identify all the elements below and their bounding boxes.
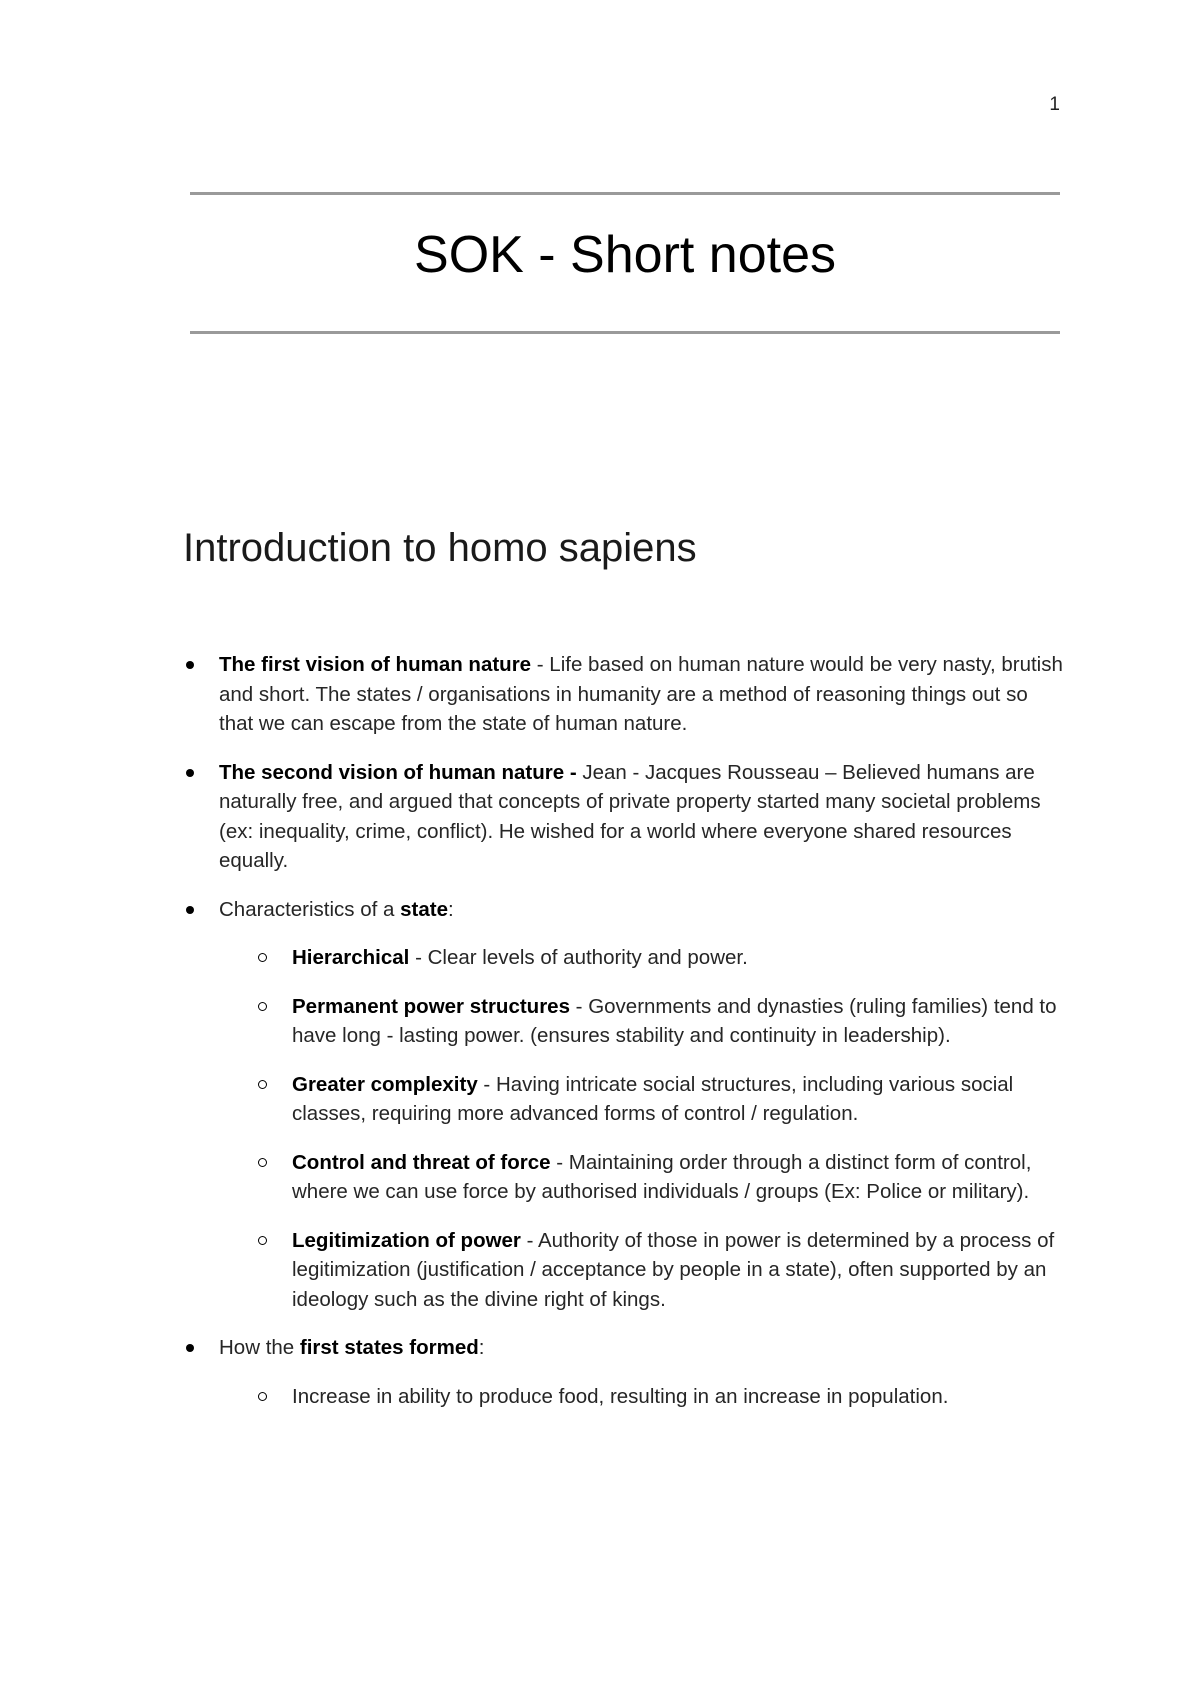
bullet-dot-icon: [186, 906, 194, 914]
notes-body: [183, 650, 1063, 1430]
sub-bullet-term: Hierarchical: [292, 946, 410, 969]
bullet-text: - Life based on human nature would be very nasty, brutish and short. The states / organisations in humanity are a method of reasoning things out so that we can escape from the state of human nature.: [219, 653, 1063, 735]
sub-bullet-circle-icon: [258, 1080, 267, 1089]
bullet-term: state: [400, 897, 449, 921]
sub-bullet-circle-icon: [258, 1236, 267, 1245]
sub-bullet-text: - Maintaining order through a distinct form of control, where we can use force by authorised individuals / groups (Ex: Police or military).: [292, 1150, 1032, 1203]
bullet-list: [183, 650, 1063, 1411]
bullet-text: How the: [219, 1336, 300, 1359]
section-heading: Introduction to homo sapiens: [183, 526, 697, 570]
sub-bullet-list: [219, 943, 1063, 1314]
sub-bullet-text: - Clear levels of authority and power.: [409, 946, 748, 969]
bullet-dot-icon: [186, 1344, 194, 1352]
bullet-term: first states formed: [299, 1336, 479, 1359]
page-number: 1: [1049, 94, 1060, 115]
title-top-rule: [190, 192, 1060, 195]
bullet-dot-icon: [186, 769, 194, 777]
document-title: SOK - Short notes: [414, 226, 836, 284]
bullet-dot-icon: [186, 661, 194, 669]
bullet-text: :: [478, 1336, 485, 1359]
sub-bullet-legitimization: [183, 1226, 1063, 1315]
sub-bullet-circle-icon: [258, 1392, 267, 1401]
bullet-first-states: [183, 1333, 1063, 1411]
bullet-term: The second vision of human nature -: [219, 760, 577, 784]
sub-bullet-permanent-power: [183, 992, 1063, 1051]
sub-bullet-text: - Authority of those in power is determined by a process of legitimization (justification / acceptance by people in a state), often supported by an ideology such as the divine right of kings.: [292, 1228, 1055, 1311]
sub-bullet-term: Control and threat of force: [292, 1150, 551, 1174]
sub-bullet-term: Legitimization of power: [292, 1228, 521, 1252]
bullet-first-vision: [183, 650, 1063, 739]
sub-bullet-term: Greater complexity: [292, 1072, 478, 1096]
sub-bullet-text: Increase in ability to produce food, resulting in an increase in population.: [292, 1384, 949, 1408]
bullet-text: :: [448, 897, 454, 921]
bullet-text: Characteristics of a: [219, 897, 401, 921]
bullet-term: The first vision of human nature: [219, 653, 532, 676]
sub-bullet-circle-icon: [258, 1158, 267, 1167]
sub-bullet-circle-icon: [258, 953, 267, 962]
sub-bullet-circle-icon: [258, 1002, 267, 1011]
sub-bullet-control-force: [183, 1148, 1063, 1207]
sub-bullet-list: [219, 1382, 1063, 1412]
sub-bullet-food-production: [183, 1382, 1063, 1412]
sub-bullet-hierarchical: [183, 943, 1063, 973]
sub-bullet-term: Permanent power structures: [292, 994, 570, 1018]
title-bottom-rule: [190, 331, 1060, 334]
bullet-text: Jean - Jacques Rousseau – Believed humans are naturally free, and argued that concepts of private property started many societal problems (ex: inequality, crime, conflict). He wished for a world where everyone shared resources equally.: [219, 760, 1041, 872]
sub-bullet-text: - Governments and dynasties (ruling families) tend to have long - lasting power. (ensures stability and continuity in leadership).: [292, 994, 1057, 1047]
bullet-state-characteristics: [183, 895, 1063, 1315]
sub-bullet-text: - Having intricate social structures, including various social classes, requiring more advanced forms of control / regulation.: [292, 1072, 1014, 1125]
bullet-second-vision: [183, 758, 1063, 876]
sub-bullet-greater-complexity: [183, 1070, 1063, 1129]
